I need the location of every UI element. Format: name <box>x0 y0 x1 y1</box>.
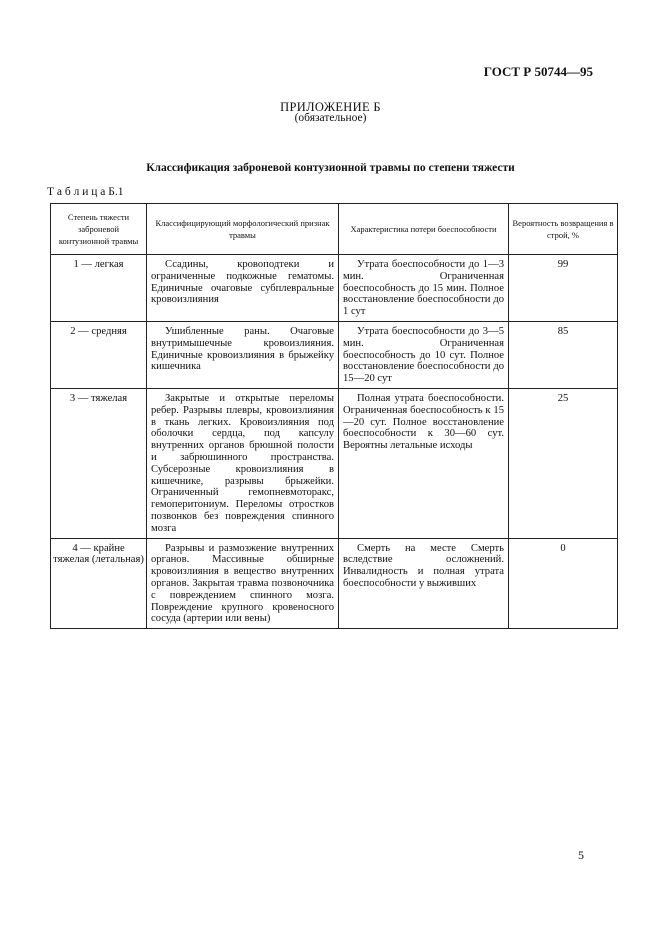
table-row <box>51 321 618 388</box>
cell-degree: 4 — крайне тяжелая (летальная) <box>51 538 147 629</box>
column-header-degree: Степень тяжести заброневой контузионной травмы <box>51 204 147 255</box>
cell-degree: 1 — легкая <box>51 255 147 322</box>
page-number: 5 <box>578 848 584 862</box>
table-label: Т а б л и ц а Б.1 <box>47 186 124 198</box>
document-header-standard: ГОСТ Р 50744—95 <box>483 64 593 79</box>
cell-degree: 3 — тяжелая <box>51 388 147 538</box>
cell-morphological-sign: Ссадины, кровоподтеки и ограниченные подкожные гематомы. Единичные очаговые субплевральные кровоизлияния <box>147 255 339 322</box>
cell-morphological-sign: Разрывы и размозжение внутренних органов. Массивные обширные кровоизлияния в вещество внутренних органов. Закрытая травма позвоночника с повреждением спинного мозга. Повреждение крупного кровеносного сосуда (артерии или вены) <box>147 538 339 629</box>
cell-return-probability: 85 <box>509 321 618 388</box>
cell-return-probability: 25 <box>509 388 618 538</box>
classification-table <box>50 203 618 629</box>
cell-loss-of-combat-ability: Полная утрата боеспособности. Ограниченная боеспособность к 15—20 сут. Полное восстановление боеспособности к 30—60 сут. Вероятны летальные исходы <box>339 388 509 538</box>
cell-loss-of-combat-ability: Смерть на месте Смерть вследствие осложнений. Инвалидность и полная утрата боеспособности у выживших <box>339 538 509 629</box>
table-row <box>51 255 618 322</box>
cell-degree: 2 — средняя <box>51 321 147 388</box>
table-row <box>51 388 618 538</box>
column-header-loss-of-combat-ability: Характеристика потери боеспособности <box>339 204 509 255</box>
cell-morphological-sign: Закрытые и открытые переломы ребер. Разрывы плевры, кровоизлияния в ткань легких. Кровоизлияния под оболочки сердца, под капсулу внутренних органов брюшной полости и забрюшинного пространства. Субсерозные кровоизлияния в кишечнике, разрывы брыжейки. Ограниченный гемопневмоторакс, гемоперитониум. Переломы отростков позвонков без повреждения спинного мозга <box>147 388 339 538</box>
table-header-row <box>51 204 618 255</box>
classification-title: Классификация заброневой контузионной травмы по степени тяжести <box>146 162 515 174</box>
cell-morphological-sign: Ушибленные раны. Очаговые внутримышечные кровоизлияния. Единичные кровоизлияния в брыжейку кишечника <box>147 321 339 388</box>
cell-return-probability: 99 <box>509 255 618 322</box>
appendix-title: ПРИЛОЖЕНИЕ Б <box>280 100 381 114</box>
appendix-subtitle: (обязательное) <box>294 112 367 124</box>
cell-return-probability: 0 <box>509 538 618 629</box>
column-header-return-probability: Вероятность возвращения в строй, % <box>509 204 618 255</box>
table-row <box>51 538 618 629</box>
column-header-morphological-sign: Классифицирующий морфологический признак травмы <box>147 204 339 255</box>
cell-loss-of-combat-ability: Утрата боеспособности до 1—3 мин. Ограниченная боеспособность до 15 мин. Полное восстановление боеспособности до 1 сут <box>339 255 509 322</box>
cell-loss-of-combat-ability: Утрата боеспособности до 3—5 мин. Ограниченная боеспособность до 10 сут. Полное восстановление боеспособности до 15—20 сут <box>339 321 509 388</box>
